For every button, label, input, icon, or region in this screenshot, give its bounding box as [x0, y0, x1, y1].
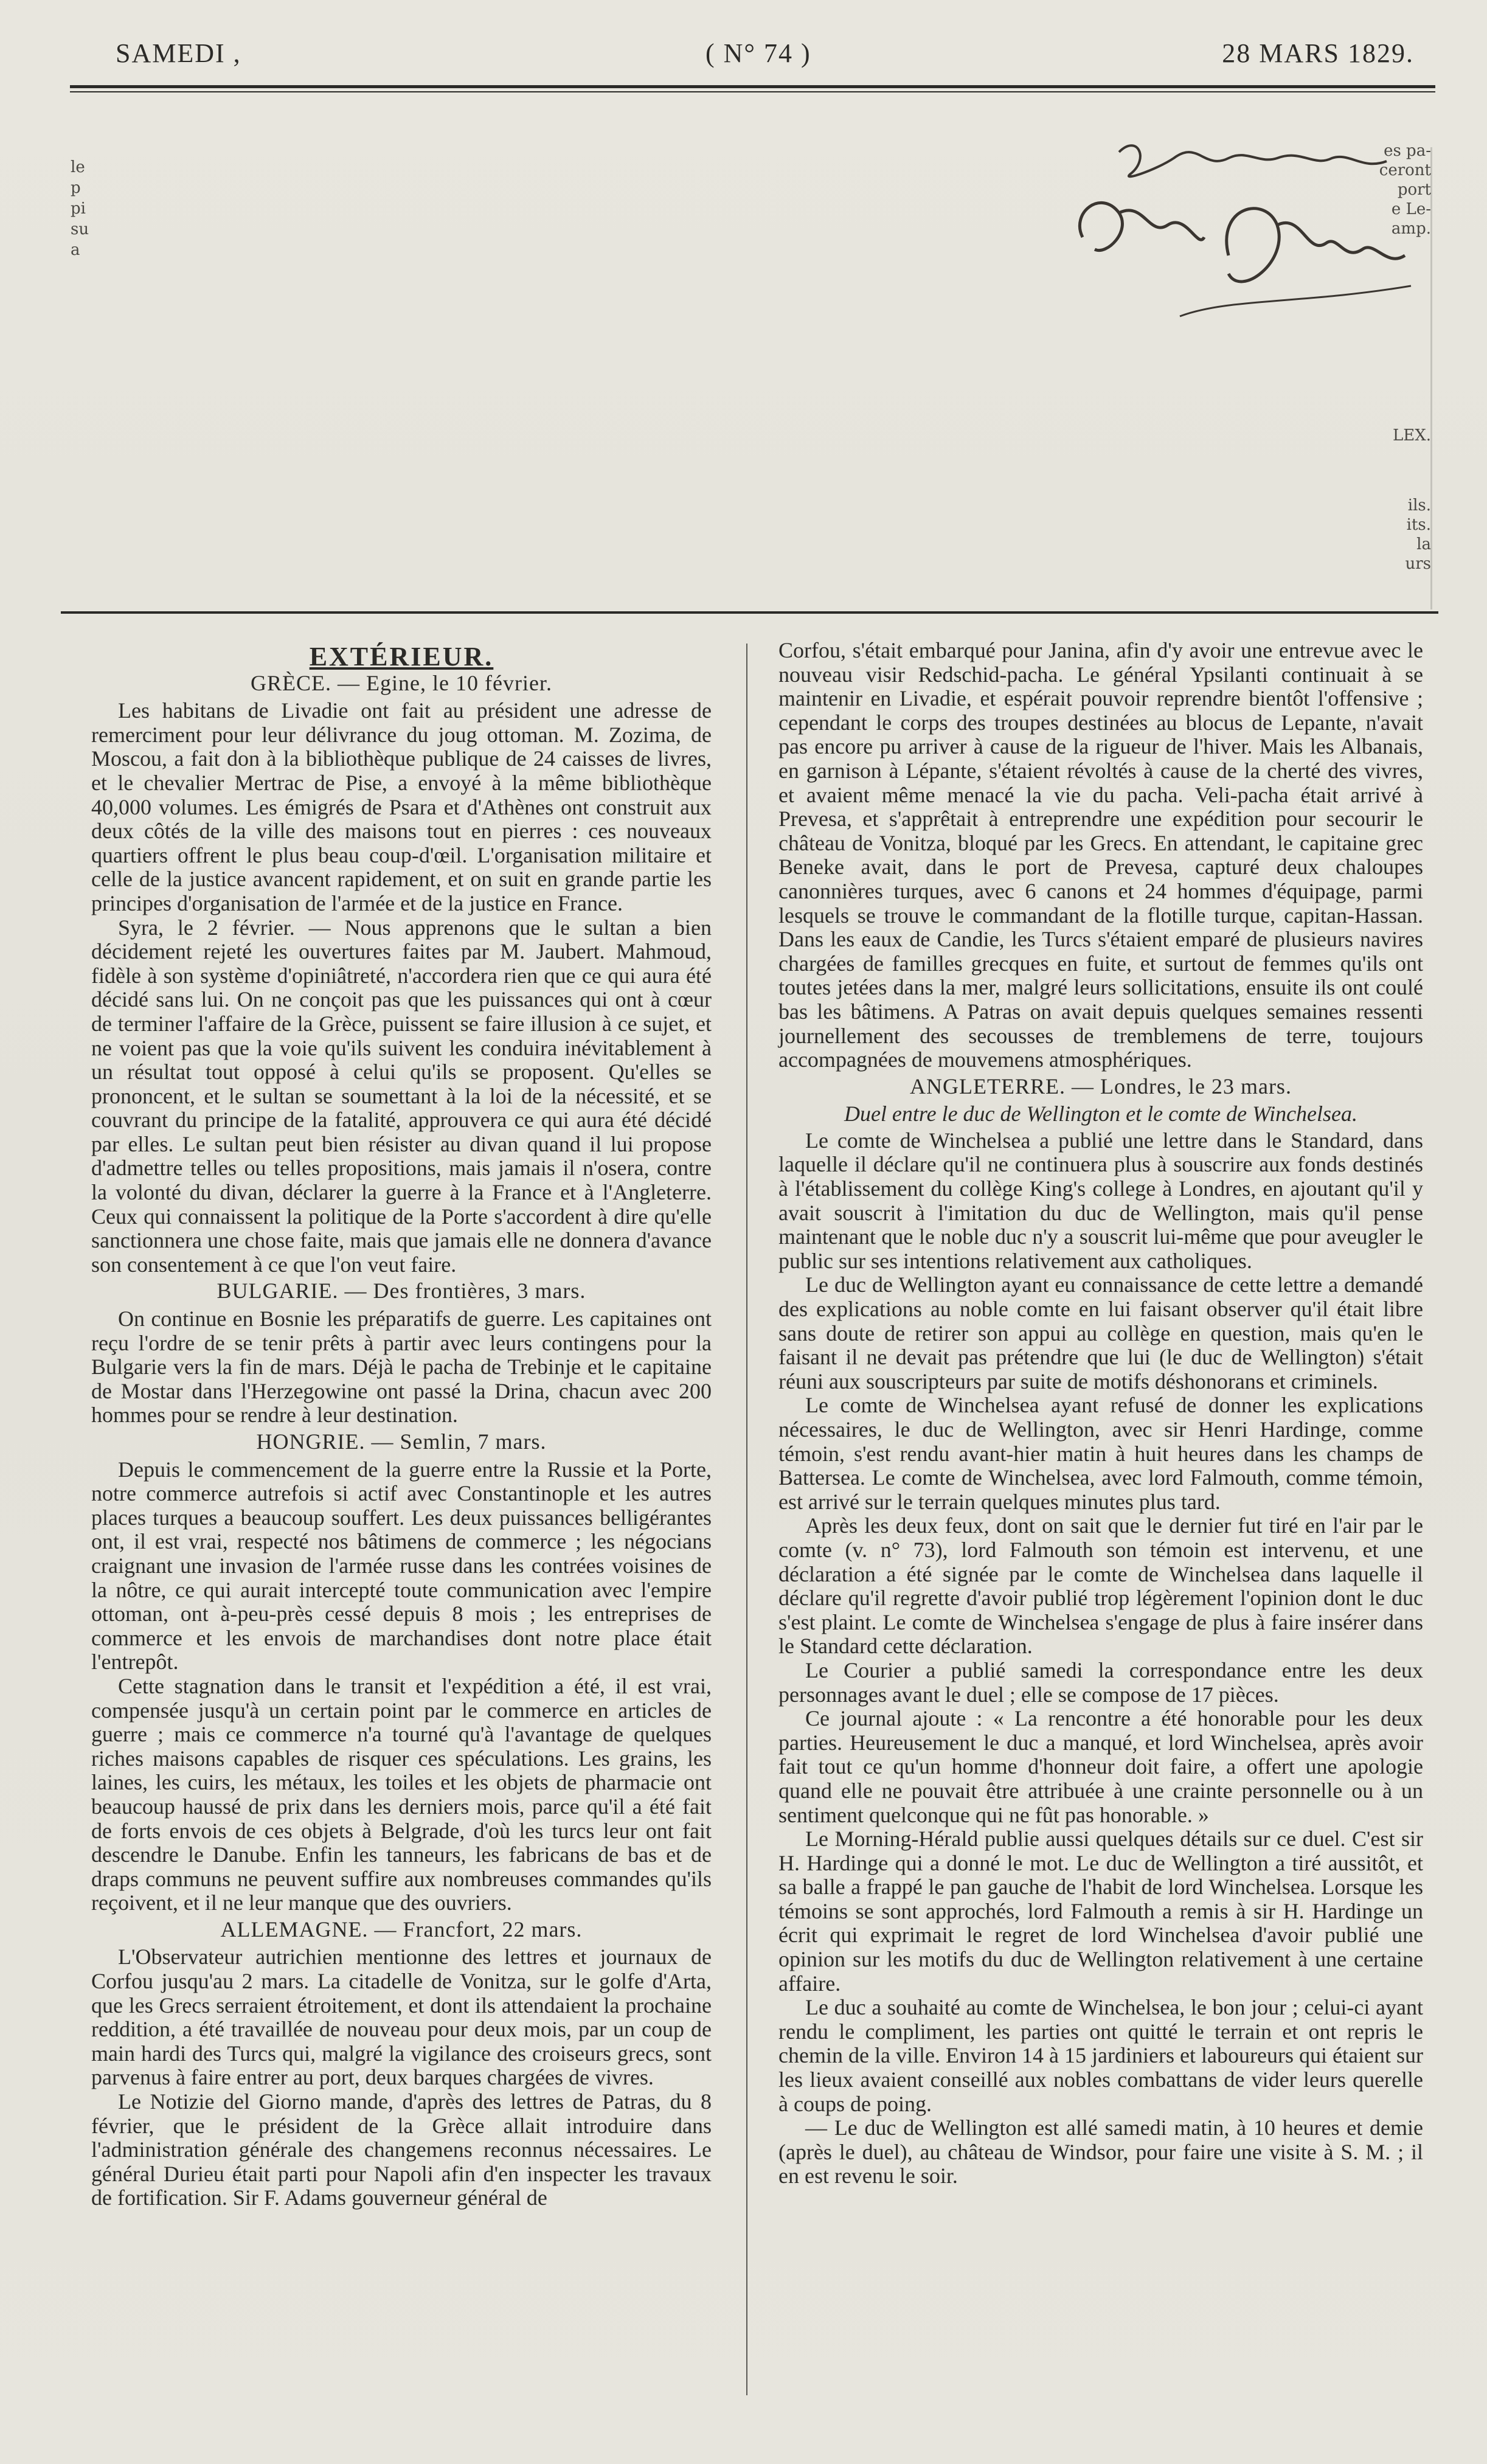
fragment: pi — [71, 200, 86, 218]
fragment: urs — [1405, 555, 1431, 573]
fragment: amp. — [1391, 220, 1431, 238]
subheading-duel: Duel entre le duc de Wellington et le comte de Winchelsea. — [844, 1102, 1358, 1126]
torn-right-fragments-low — [1405, 496, 1431, 574]
heading-hongrie: HONGRIE. — Semlin, 7 mars. — [256, 1429, 547, 1454]
header-rule-thin — [70, 91, 1435, 92]
paragraph: Le Courier a publié samedi la correspondance entre les deux personnages avant le duel ; elle se compose de 17 pièces. — [778, 1657, 1423, 1707]
paragraph: Les habitans de Livadie ont fait au président une adresse de remerciment pour leur délivrance du joug ottoman. M. Zozima, de Moscou, a fait don à la bibliothèque publique de 24 caisses de livres, et le chevalier Mertrac de Pise, a envoyé à la même bibliothèque 40,000 volumes. Les émigrés de Psara et d'Athènes ont construit aux deux côtés de la ville des maisons tout en pierres : ces nouveaux quartiers offrent le plus beau coup-d'œil. L'organisation militaire et celle de la justice avancent rapidement, et on suit en grande partie les principes d'organisation de l'armée et de la justice en France. — [91, 698, 712, 915]
torn-left-fragments — [71, 157, 89, 260]
paragraph: Ce journal ajoute : « La rencontre a été honorable pour les deux parties. Heureusement le duc a manqué, et lord Winchelsea, après avoir fait tout ce qu'un homme d'honneur doit faire, a offert une apologie quand elle ne pouvait être attribuée à une crainte personnelle ou à un sentiment quelconque qui ne fût pas honorable. » — [778, 1706, 1423, 1827]
fragment: port — [1397, 181, 1431, 199]
masthead — [73, 38, 1438, 74]
paragraph: Syra, le 2 février. — Nous apprenons que le sultan a bien décidement rejeté les ouvertures faites par M. Jaubert. Mahmoud, fidèle à son système d'opiniâtreté, n'accordera rien que ce qui aura été décidé sans lui. On ne conçoit pas que les puissances qui ont à cœur de terminer l'affaire de la Grèce, puissent se faire illusion à ce sujet, et ne voient pas que la voie qu'ils suivent les conduira inévitablement à un résultat tout opposé à celui qu'ils se proposent. Qu'elles se prononcent, et le sultan se soumettant à la loi de la nécessité, et se couvrant du principe de la fatalité, approuvera ce qui aura été décidé par elles. Le sultan peut bien résister au divan quand il lui propose d'admettre telles ou telles propositions, mais jamais il n'osera, contre la volonté du divan, déclarer la guerre à la France et à l'Angleterre. Ceux qui connaissent la politique de la Porte s'accordent à dire qu'elle sanctionnera une chose faite, mais que jamais elle ne donnera d'avance son consentement à ce que l'on veut faire. — [91, 915, 712, 1277]
column-divider — [746, 644, 747, 2395]
paragraph: Le comte de Winchelsea a publié une lettre dans le Standard, dans laquelle il déclare qu'il ne continuera plus à souscrire aux fonds destinés à l'établissement du collège King's college à Londres, en ajoutant qu'il y avait souscrit à l'imitation du duc de Wellington, mais qu'il pense maintenant que le noble duc n'y a souscrit lui-même que pour aveugler le public sur ses intentions relativement aux catholiques. — [778, 1128, 1423, 1273]
heading-bulgarie: BULGARIE. — Des frontières, 3 mars. — [217, 1279, 586, 1303]
heading-angleterre: ANGLETERRE. — Londres, le 23 mars. — [910, 1074, 1292, 1098]
paragraph: Le duc de Wellington ayant eu connaissance de cette lettre a demandé des explications au noble comte en lui faisant observer qu'il était libre sans doute de retirer son appui au collège en question, mais qu'en le faisant il ne devait pas prétendre que lui (le duc de Wellington) s'était réuni aux souscripteurs par suite de motifs déshonorans et criminels. — [778, 1272, 1423, 1393]
heading-grece: GRÈCE. — Egine, le 10 février. — [251, 670, 552, 695]
fragment: la — [1416, 535, 1431, 554]
fragment: es pa- — [1384, 142, 1431, 160]
section-title: EXTÉRIEUR. — [309, 642, 494, 672]
header-date: 28 MARS 1829. — [1222, 38, 1414, 68]
paragraph: Corfou, s'était embarqué pour Janina, afin d'y avoir une entrevue avec le nouveau visir Redschid-pacha. Le général Ypsilanti continuait à se maintenir en Livadie, et espérait pouvoir reprendre bientôt l'offensive ; cependant le corps des troupes destinées au blocus de Lepante, n'avait pas encore pu arriver à cause de la rigueur de l'hiver. Mais les Albanais, en garnison à Lépante, s'étaient révoltés à cause de la cherté des vivres, et avaient même menacé la vie du pacha. Veli-pacha était arrivé à Prevesa, et s'apprêtait à entreprendre une expédition pour secourir le château de Vonitza, bloqué par les Grecs. En attendant, le capitaine grec Beneke avait, dans le port de Prevesa, capturé deux chaloupes canonnières turques, avec 6 canons et 24 hommes d'équipage, parmi lesquels se trouve le commandant de la flotille turque, capitan-Hassan. Dans les eaux de Candie, les Turcs s'étaient emparé de plusieurs navires chargées de familles grecques en fuite, et surtout de femmes qu'ils ont toutes jetées dans la mer, malgré leurs sollicitations, ensuite ils ont coulé bas les bâtimens. A Patras on avait depuis quelques semaines ressenti journellement des secousses de tremblemens de terre, toujours accompagnées de mouvemens atmosphériques. — [778, 638, 1423, 1072]
header-rule-thick — [70, 85, 1435, 88]
fragment: ceront — [1379, 161, 1431, 179]
fragment: su — [71, 220, 89, 238]
paragraph: Le Morning-Hérald publie aussi quelques détails sur ce duel. C'est sir H. Hardinge qui a donné le mot. Le duc de Wellington a tiré aussitôt, et sa balle a frappé le pan gauche de l'habit de lord Winchelsea. Lorsque les témoins se sont approchés, lord Falmouth a remis à sir H. Hardinge un écrit qui exprimait le regret de lord Winchelsea d'avoir publié une opinion sur les motifs du duc de Wellington relativement à une certaine affaire. — [778, 1827, 1423, 1996]
header-issue-number: ( N° 74 ) — [705, 38, 811, 68]
fragment: a — [71, 241, 80, 259]
torn-right-fragments-mid — [1393, 426, 1431, 445]
fragment: le — [71, 158, 85, 176]
paragraph: Le Notizie del Giorno mande, d'après des lettres de Patras, du 8 février, que le président de la Grèce allait introduire dans l'administration générale des changemens reconnus nécessaires. Le général Durieu était parti pour Napoli afin d'en inspecter les travaux de fortification. Sir F. Adams gouverneur général de — [91, 2089, 712, 2210]
column-left — [91, 639, 712, 2210]
header-day: SAMEDI , — [116, 38, 241, 68]
paragraph: Cette stagnation dans le transit et l'expédition a été, il est vrai, compensée jusqu'à un certain point par le commerce en articles de guerre ; mais ce commerce n'a tourné qu'à l'avantage de quelques riches maisons capables de risquer ces spéculations. Les grains, les laines, les cuirs, les métaux, les toiles et les objets de pharmacie ont beaucoup haussé de prix dans les derniers mois, parce qu'il a été fait de forts envois de ces objets à Belgrade, d'où les turcs leur ont fait descendre le Danube. Enfin les tanneurs, les fabricans de bas et de draps communs ne peuvent suffire aux nombreuses commandes qu'ils reçoivent, et il ne leur manque que des ouvriers. — [91, 1673, 712, 1915]
section-rule — [61, 611, 1438, 614]
paragraph: Depuis le commencement de la guerre entre la Russie et la Porte, notre commerce autrefois si actif avec Constantinople et les autres places turques a beaucoup souffert. Les deux puissances belligérantes ont, il est vrai, respecté nos bâtimens de commerce ; les négocians craignant une invasion de l'armée russe dans les contrées voisines de la nôtre, ce qui aurait intercepté toute communication avec l'empire ottoman, ont à-peu-près cessé depuis 8 mois ; les entreprises de commerce et les envois de marchandises dont notre place était l'entrepôt. — [91, 1457, 712, 1674]
paragraph: — Le duc de Wellington est allé samedi matin, à 10 heures et demie (après le duel), au château de Windsor, pour faire une visite à S. M. ; il en est revenu le soir. — [778, 2115, 1423, 2188]
fragment: LEX. — [1392, 426, 1431, 445]
paragraph: Le comte de Winchelsea ayant refusé de donner les explications nécessaires, le duc de Wellington, avec sir Henri Hardinge, comme témoin, s'est rendu avant-hier matin à huit heures dans les champs de Battersea. Le comte de Winchelsea, avec lord Falmouth, comme témoin, est arrivé sur le terrain quelques minutes plus tard. — [778, 1393, 1423, 1514]
paragraph: L'Observateur autrichien mentionne des lettres et journaux de Corfou jusqu'au 2 mars. La citadelle de Vonitza, sur le golfe d'Arta, que les Grecs serraient étroitement, et dont ils attendaient la prochaine reddition, a été travaillée de nouveau pour deux mois, par un coup de main hardi des Turcs qui, malgré la vigilance des croiseurs grecs, sont parvenus à faire entrer au port, deux barques chargées de vivres. — [91, 1945, 712, 2090]
column-right — [778, 639, 1423, 2188]
handwritten-annotation — [1046, 116, 1435, 383]
fragment: its. — [1406, 516, 1431, 534]
paragraph: On continue en Bosnie les préparatifs de guerre. Les capitaines ont reçu l'ordre de se tenir prêts à partir avec leurs contingens pour la Bulgarie vers la fin de mars. Déjà le pacha de Trebinje et le capitaine de Mostar dans l'Herzegowine ont passé la Drina, chacun avec 200 hommes pour se rendre à leur destination. — [91, 1307, 712, 1428]
paragraph: Le duc a souhaité au comte de Winchelsea, le bon jour ; celui-ci ayant rendu le compliment, les parties ont quitté le terrain et ont repris le chemin de la ville. Environ 14 à 15 jardiniers et laboureurs qui étaient sur les lieux avaient conseillé aux nobles combattans de vider leurs querelle à coups de poing. — [778, 1995, 1423, 2116]
fragment: ils. — [1407, 496, 1431, 515]
heading-allemagne: ALLEMAGNE. — Francfort, 22 mars. — [220, 1917, 583, 1942]
fragment: e Le- — [1391, 200, 1431, 218]
fragment: p — [71, 179, 81, 197]
paragraph: Après les deux feux, dont on sait que le dernier fut tiré en l'air par le comte (v. n° 73), lord Falmouth son témoin est intervenu, et une déclaration a été signée par le comte de Winchelsea dans laquelle il déclare qu'il regrette d'avoir publié trop légèrement l'opinion dont le duc s'est plaint. Le comte de Winchelsea s'engage de plus à faire insérer dans le Standard cette déclaration. — [778, 1513, 1423, 1659]
